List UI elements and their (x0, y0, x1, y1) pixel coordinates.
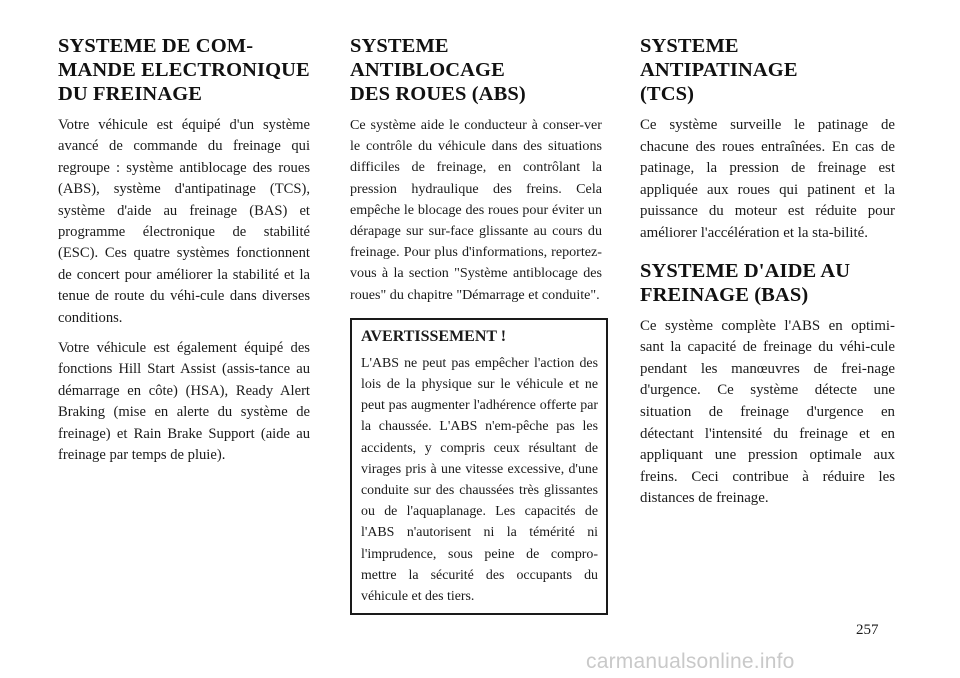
heading-tcs (640, 34, 895, 106)
paragraph-tcs: Ce système surveille le patinage de chacune des roues entraînées. En cas de patinage, la pression de freinage est appliquée aux roues qui patinent et la puissance du moteur est réduite pour améliorer l'accélération et la sta-bilité. (640, 117, 895, 241)
heading-line: SYSTEME DE COM- (58, 35, 254, 57)
paragraph-abs: Ce système aide le conducteur à conser-ver le contrôle du véhicule dans des situations difficiles de freinage, en contrôlant la pression hydraulique des freins. Cela empêche le blocage des roues pour éviter un dérapage sur sur-face glissante au cours du freinage. Pour plus d'informations, reportez-vous à la section "Système antiblocage des roues" du chapitre "Démarrage et conduite". (350, 117, 602, 303)
paragraph-additional-features: Votre véhicule est également équipé des fonctions Hill Start Assist (assis-tance au démarrage en côte) (HSA), Ready Alert Braking (mise en alerte du système de freinage) et Rain Brake Support (aide au freinage par temps de pluie). (58, 340, 310, 464)
column-right (640, 34, 895, 519)
warning-title: AVERTISSEMENT ! (361, 327, 507, 345)
heading-abs (350, 34, 602, 106)
heading-line: MANDE ELECTRONIQUE (58, 59, 310, 81)
heading-line: SYSTEME ANTIPATINAGE (640, 35, 798, 81)
heading-line: SYSTEME D'AIDE AU (640, 259, 851, 282)
watermark: carmanualsonline.info (586, 650, 795, 673)
heading-line: (TCS) (640, 83, 695, 105)
paragraph-bas: Ce système complète l'ABS en optimi-sant la capacité de freinage du véhi-cule pendant les manœuvres de frei-nage d'urgence. Ce système détecte une situation de freinage d'urgence en détectant l'intensité du freinage et en appliquant une pression optimale aux freins. Ceci contribue à réduire les distances de freinage. (640, 317, 895, 507)
heading-line: SYSTEME ANTIBLOCAGE (350, 35, 505, 81)
column-middle (350, 34, 602, 615)
warning-text: L'ABS ne peut pas empêcher l'action des lois de la physique sur le véhicule et ne peut pas augmenter l'adhérence offerte par la chaussée. L'ABS n'em-pêche pas les accidents, y compris ceux résultant de virages pris à une vitesse excessive, d'une conduite sur des chaussées très glissantes ou de l'aquaplanage. Les capacités de l'ABS n'autorisent ni la témérité ni l'imprudence, sous peine de compro-mettre la sécurité des occupants du véhicule et des tiers. (361, 355, 598, 605)
warning-box (350, 318, 608, 615)
heading-bas (640, 259, 895, 307)
paragraph-intro: Votre véhicule est équipé d'un système avancé de commande du freinage qui regroupe : système antiblocage des roues (ABS), système d'antipatinage (TCS), système d'aide au freinage (BAS) et programme électronique de stabilité (ESC). Ces quatre systèmes fonctionnent de concert pour améliorer la stabilité et la tenue de route du véhi-cule dans diverses conditions. (58, 117, 310, 326)
page-number: 257 (856, 622, 879, 638)
heading-line: DU FREINAGE (58, 83, 203, 105)
heading-line: DES ROUES (ABS) (350, 83, 526, 105)
heading-line: FREINAGE (BAS) (640, 283, 809, 306)
heading-electronic-brake-control (58, 34, 310, 106)
column-left (58, 34, 310, 476)
